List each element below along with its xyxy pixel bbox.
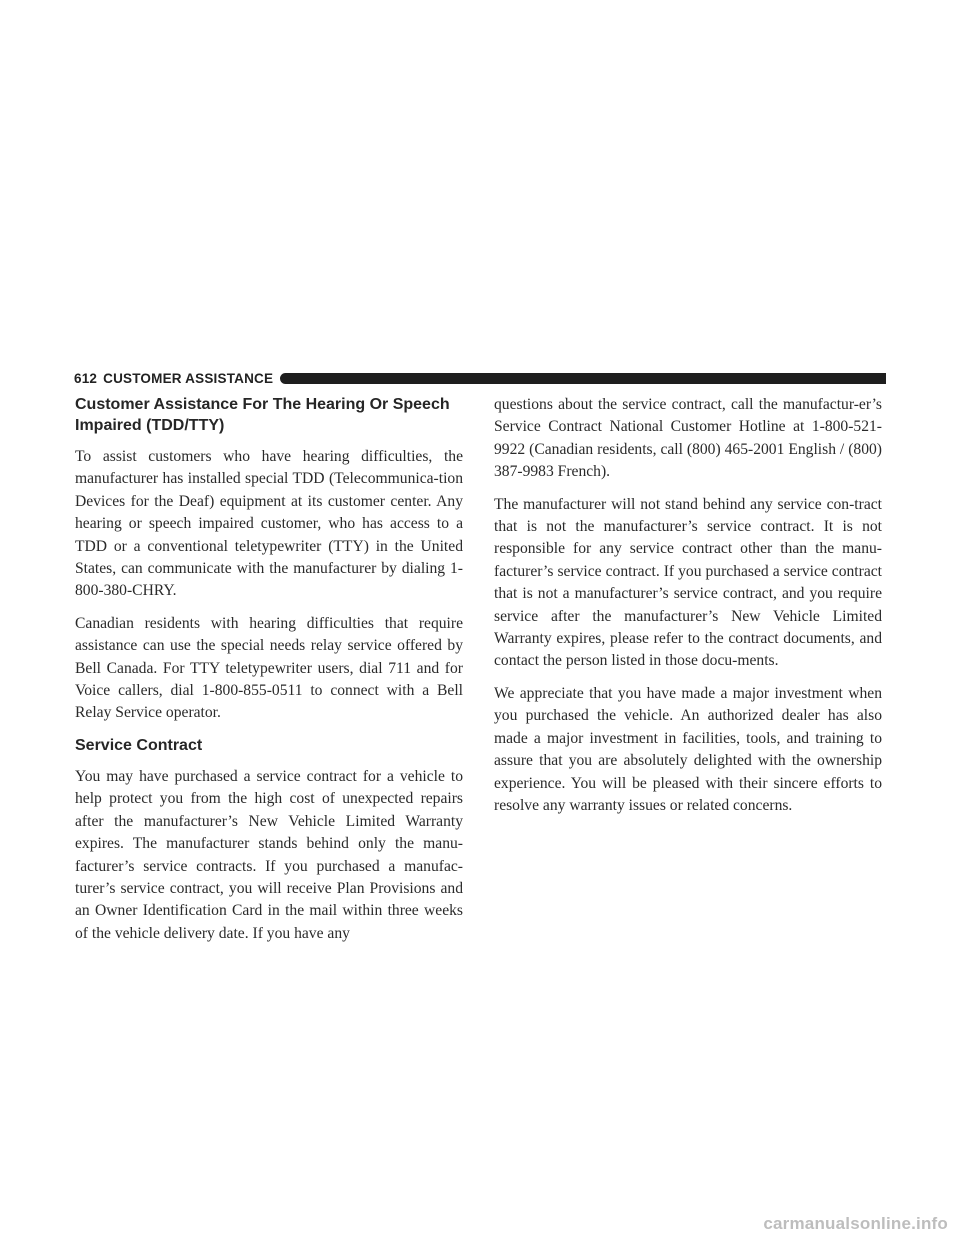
- page-number: 612: [74, 370, 98, 386]
- paragraph-canadian-relay: Canadian residents with hearing difficulties that require assistance can use the special needs relay service offered by Bell Canada. For TTY teletypewriter users, dial 711 and for Voice callers, dial 1-800-855-0511 to connect with a Bell Relay Service operator.: [75, 614, 463, 722]
- heading-tdd-tty: Customer Assistance For The Hearing Or Speech Impaired (TDD/TTY): [75, 396, 450, 434]
- paragraph-hotline: questions about the service contract, call the manufactur-er’s Service Contract National Customer Hotline at 1-800-521-9922 (Canadian residents, call (800) 465-2001 English / (800) 387-9983 French).: [494, 396, 882, 481]
- paragraph-tdd-intro: To assist customers who have hearing difficulties, the manufacturer has installed special TDD (Telecommunica-tion Devices for the Deaf) equipment at its customer center. Any hearing or speech impaired customer, who has access to a TDD or a conventional teletypewriter (TTY) in the United States, can communicate with the manufacturer by dialing 1-800-380-CHRY.: [75, 448, 463, 600]
- header-rule: [280, 373, 886, 384]
- right-column: [494, 394, 882, 827]
- section-title: CUSTOMER ASSISTANCE: [103, 370, 274, 386]
- paragraph-service-contract: You may have purchased a service contract for a vehicle to help protect you from the high cost of unexpected repairs after the manufacturer’s New Vehicle Limited Warranty expires. The manufacturer stands behind only the manu-facturer’s service contracts. If you purchased a manufac-turer’s service contract, you will receive Plan Provisions and an Owner Identification Card in the mail within three weeks of the vehicle delivery date. If you have any: [75, 767, 463, 942]
- left-column: [75, 394, 463, 955]
- page-header: [74, 369, 886, 387]
- watermark: carmanualsonline.info: [763, 1214, 948, 1233]
- paragraph-non-manufacturer-contract: The manufacturer will not stand behind any service con-tract that is not the manufacturer’s service contract. It is not responsible for any service contract other than the manu-facturer’s service contract. If you purchased a service contract that is not a manufacturer’s service contract, and you require service after the manufacturer’s New Vehicle Limited Warranty expires, please refer to the contract documents, and contact the person listed in those docu-ments.: [494, 495, 882, 670]
- paragraph-dealer-investment: We appreciate that you have made a major investment when you purchased the vehicle. An authorized dealer has also made a major investment in facilities, tools, and training to assure that you are absolutely delighted with the ownership experience. You will be pleased with their sincere efforts to resolve any warranty issues or related concerns.: [494, 684, 882, 814]
- heading-service-contract: Service Contract: [75, 736, 203, 754]
